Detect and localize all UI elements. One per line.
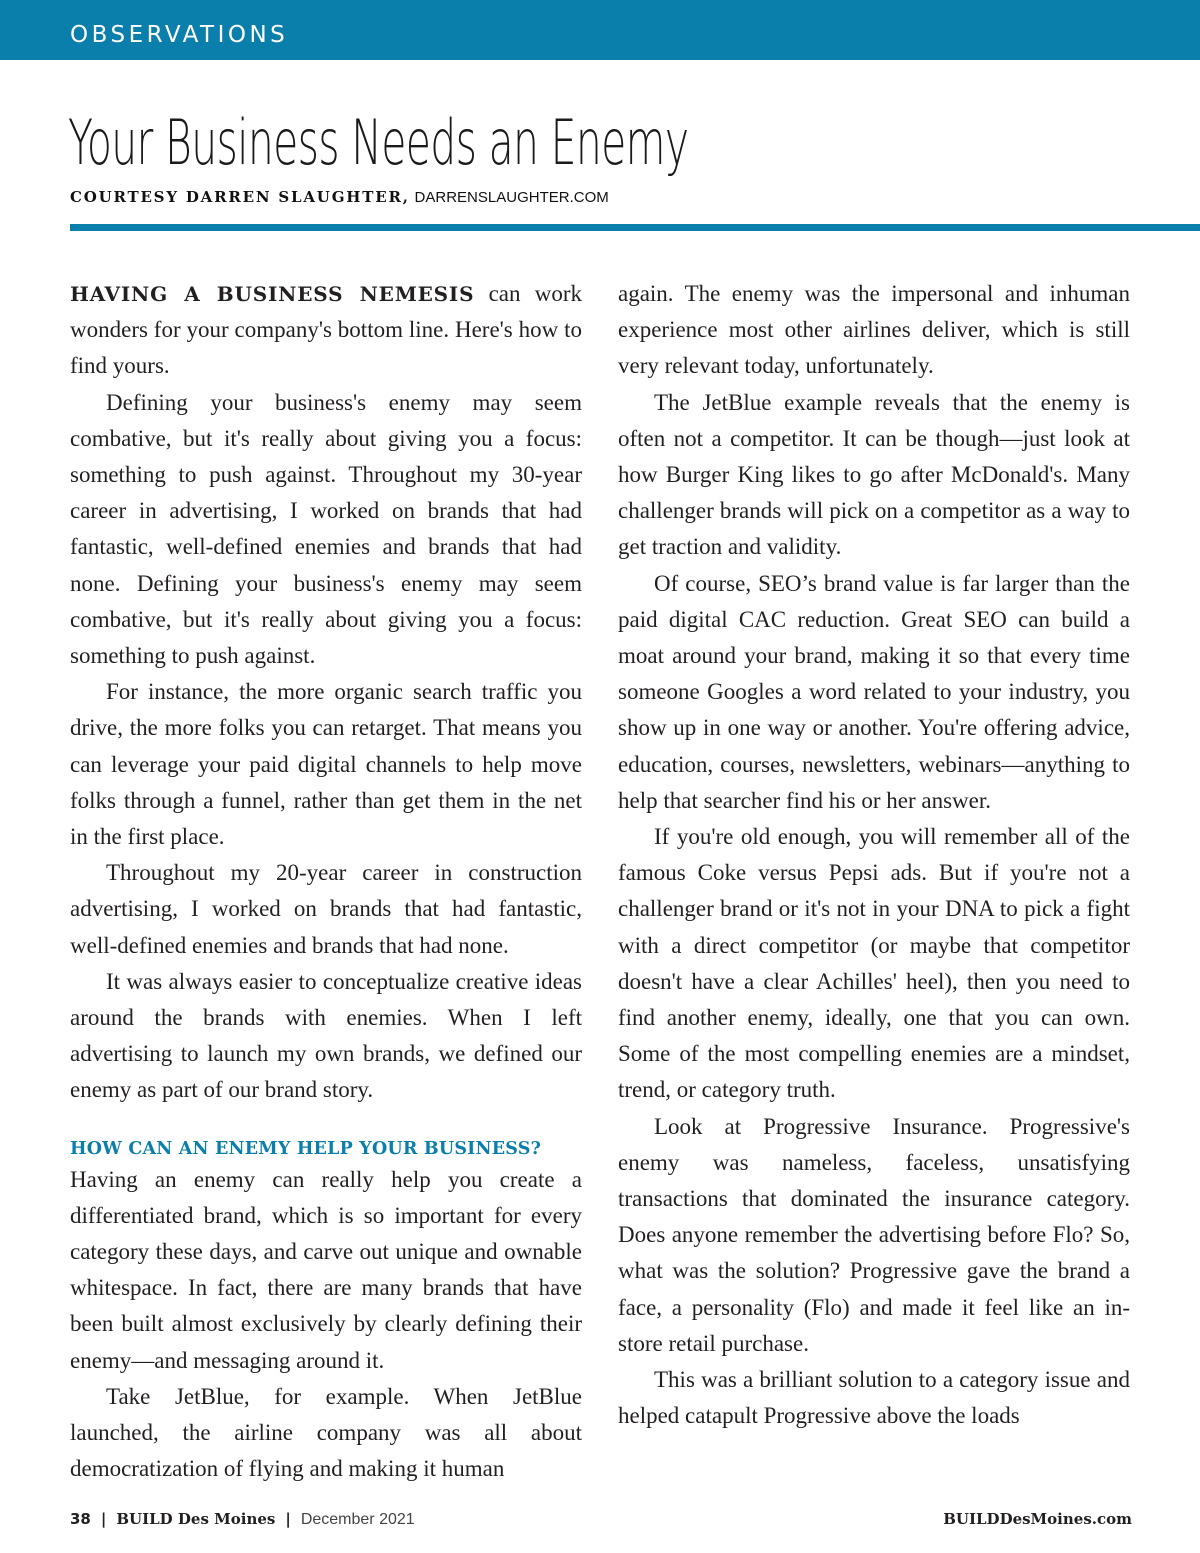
section-subhead: HOW CAN AN ENEMY HELP YOUR BUSINESS? xyxy=(70,1138,542,1159)
paragraph-10: Look at Progressive Insurance. Progressive's enemy was nameless, faceless, unsatisfying transactions that dominated the insurance category. Does anyone remember the advertising before Flo? So, what was the solution? Progressive gave the brand a face, a personality (Flo) and made it feel like an in-store retail purchase. xyxy=(618,1113,1130,1356)
title-divider xyxy=(70,224,1200,231)
page-footer xyxy=(70,1507,1132,1531)
credit-name: COURTESY DARREN SLAUGHTER, xyxy=(70,188,410,206)
paragraph-9: If you're old enough, you will remember all of the famous Coke versus Pepsi ads. But if you're not a challenger brand or it's not in your DNA to pick a fight with a direct competitor (or maybe that competitor doesn't have a clear Achilles' heel), then you need to find another enemy, ideally, one that you can own. Some of the most compelling enemies are a mindset, trend, or category truth. xyxy=(618,824,1130,1103)
paragraph-11: This was a brilliant solution to a category issue and helped catapult Progressive above the loads xyxy=(618,1367,1130,1429)
publication-url: BUILDDesMoines.com xyxy=(943,1510,1132,1528)
article-column-left xyxy=(70,276,582,1488)
paragraph-7: The JetBlue example reveals that the enemy is often not a competitor. It can be though—just look at how Burger King likes to go after McDonald's. Many challenger brands will pick on a competitor as a way to get traction and validity. xyxy=(618,389,1130,560)
credit-site: DARRENSLAUGHTER.COM xyxy=(414,189,609,206)
section-label: OBSERVATIONS xyxy=(70,22,289,48)
lead-in: HAVING A BUSINESS NEMESIS xyxy=(70,282,475,306)
paragraph-1: Defining your business's enemy may seem combative, but it's really about giving you a focus: something to push against. Throughout my 30-year career in advertising, I worked on brands that had fantastic, well-defined enemies and brands that had none. Defining your business's enemy may seem combative, but it's really about giving you a focus: something to push against. xyxy=(70,389,582,669)
paragraph-6-end: again. The enemy was the impersonal and inhuman experience most other airlines deliver, which is still very relevant today, unfortunately. xyxy=(618,281,1130,379)
page-number: 38 xyxy=(70,1510,91,1528)
paragraph-8: Of course, SEO’s brand value is far larger than the paid digital CAC reduction. Great SEO can build a moat around your brand, making it so that every time someone Googles a word related to your industry, you show up in one way or another. You're offering advice, education, courses, newsletters, webinars—anything to help that searcher find his or her answer. xyxy=(618,570,1130,813)
publication-name: BUILD Des Moines xyxy=(116,1510,276,1528)
paragraph-3: Throughout my 20-year career in construction advertising, I worked on brands that had fantastic, well-defined enemies and brands that had none. xyxy=(70,860,582,958)
article-credit xyxy=(70,187,609,208)
paragraph-4: It was always easier to conceptualize creative ideas around the brands with enemies. When I left advertising to launch my own brands, we defined our enemy as part of our brand story. xyxy=(70,968,582,1103)
article-title: Your Business Needs an Enemy xyxy=(68,106,689,179)
footer-separator: | xyxy=(100,1510,107,1528)
intro-paragraph xyxy=(70,276,582,385)
paragraph-5: Having an enemy can really help you create a differentiated brand, which is so important for every category these days, and carve out unique and ownable whitespace. In fact, there are many brands that have been built almost exclusively by clearly defining their enemy—and messaging around it. xyxy=(70,1166,582,1373)
paragraph-2: For instance, the more organic search traffic you drive, the more folks you can retarget. That means you can leverage your paid digital channels to help move folks through a funnel, rather than get them in the net in the first place. xyxy=(70,679,582,850)
intro-text: can work wonders for your company's bottom line. Here's how to find yours. xyxy=(70,281,583,379)
footer-separator: | xyxy=(285,1510,291,1528)
paragraph-6-start: Take JetBlue, for example. When JetBlue launched, the airline company was all about democratization of flying and making it human xyxy=(70,1383,582,1482)
section-header-bar xyxy=(0,0,1200,60)
issue-date: December 2021 xyxy=(300,1511,415,1528)
article-column-right xyxy=(618,276,1130,1435)
